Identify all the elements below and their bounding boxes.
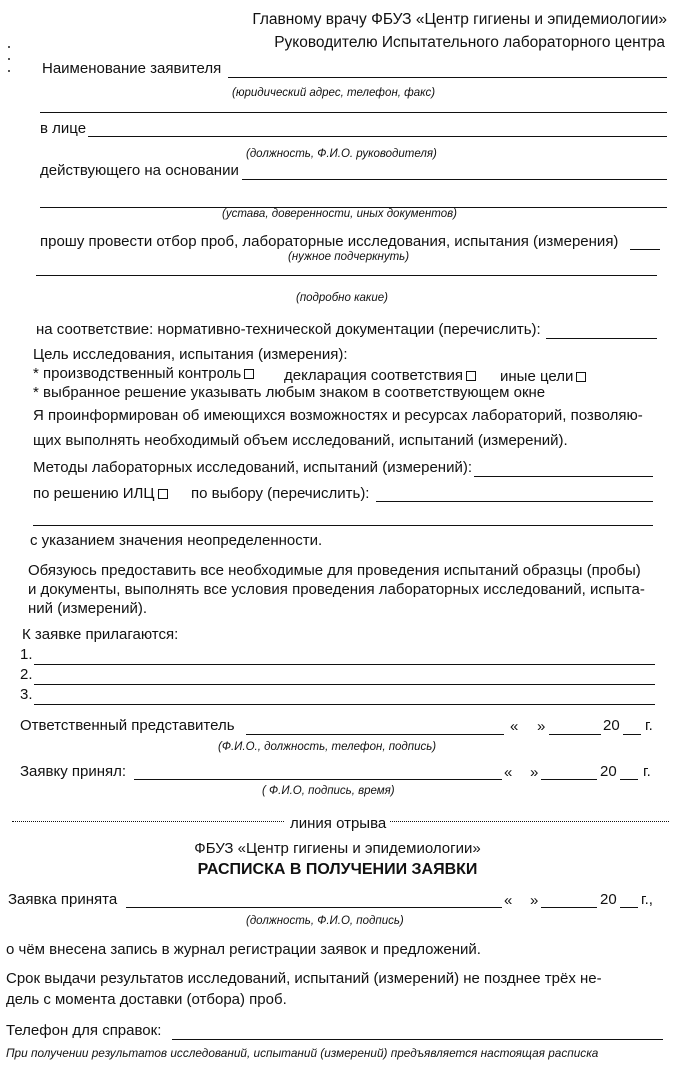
methods-option-choice-label: по выбору (перечислить): <box>191 485 370 502</box>
receipt-year: 20 <box>600 891 617 908</box>
receipt-quote-open: « <box>504 892 513 909</box>
basis-hint: (устава, доверенности, иных документов) <box>222 208 457 220</box>
receipt-month-field[interactable] <box>541 907 597 908</box>
attachment-field-2[interactable] <box>34 684 655 685</box>
accepted-quote-close: » <box>530 764 539 781</box>
receipt-journal-text: о чём внесена запись в журнал регистрации заявок и предложений. <box>6 941 481 958</box>
request-details-field[interactable] <box>36 275 657 276</box>
request-field[interactable] <box>630 249 660 250</box>
compliance-field[interactable] <box>546 338 657 339</box>
basis-field[interactable] <box>242 179 667 180</box>
purpose-option-other[interactable] <box>500 369 586 384</box>
receipt-accepted-field[interactable] <box>126 907 502 908</box>
informed-line-2: щих выполнять необходимый объем исследований, испытаний (измерений). <box>33 432 568 449</box>
responsible-quote-close: » <box>537 718 546 735</box>
purpose-note: * выбранное решение указывать любым знаком в соответствующем окне <box>33 384 546 401</box>
receipt-phone-label: Телефон для справок: <box>6 1022 162 1039</box>
responsible-month-field[interactable] <box>549 734 601 735</box>
request-hint-underline: (нужное подчеркнуть) <box>288 251 410 263</box>
purpose-option-production[interactable] <box>33 366 254 381</box>
checkbox-production[interactable] <box>244 369 254 379</box>
purpose-option-other-label: иные цели <box>500 368 574 385</box>
applicant-field-2[interactable] <box>40 112 667 113</box>
receipt-org: ФБУЗ «Центр гигиены и эпидемиологии» <box>194 840 481 857</box>
receipt-year-field[interactable] <box>620 907 638 908</box>
attachment-number-2: 2. <box>20 666 33 683</box>
methods-label: Методы лабораторных исследований, испытаний (измерений): <box>33 459 473 476</box>
methods-option-ilc-label: по решению ИЛЦ <box>33 485 155 502</box>
tear-line-label: линия отрыва <box>290 815 387 832</box>
responsible-quote-open: « <box>510 718 519 735</box>
accepted-month-field[interactable] <box>541 779 597 780</box>
responsible-field[interactable] <box>246 734 504 735</box>
purpose-option-declaration-label: декларация соответствия <box>284 367 463 384</box>
person-label: в лице <box>40 120 87 137</box>
person-field[interactable] <box>88 136 667 137</box>
accepted-label: Заявку принял: <box>20 763 127 780</box>
request-label: прошу провести отбор проб, лабораторные исследования, испытания (измерения) <box>40 233 619 250</box>
accepted-field[interactable] <box>134 779 502 780</box>
receipt-g: г., <box>641 891 653 908</box>
attachments-label: К заявке прилагаются: <box>22 626 179 643</box>
request-hint-details: (подробно какие) <box>296 292 388 304</box>
applicant-hint: (юридический адрес, телефон, факс) <box>232 87 436 99</box>
accepted-quote-open: « <box>504 764 513 781</box>
purpose-label: Цель исследования, испытания (измерения): <box>33 346 348 363</box>
receipt-accepted-label: Заявка принята <box>8 891 118 908</box>
obligation-line-2: и документы, выполнять все условия проведения лабораторных исследований, испыта- <box>28 581 645 598</box>
receipt-term-line-1: Срок выдачи результатов исследований, испытаний (измерений) не позднее трёх не- <box>6 970 602 987</box>
accepted-g: г. <box>643 763 651 780</box>
tear-line-left <box>12 821 284 822</box>
methods-choice-field-2[interactable] <box>33 525 653 526</box>
applicant-field[interactable] <box>228 77 667 78</box>
compliance-label: на соответствие: нормативно-технической документации (перечислить): <box>36 321 541 338</box>
header-line-1: Главному врачу ФБУЗ «Центр гигиены и эпидемиологии» <box>252 11 667 28</box>
checkbox-other[interactable] <box>576 372 586 382</box>
purpose-option-production-label: * производственный контроль <box>33 365 242 382</box>
scan-speck <box>8 70 10 72</box>
header-line-2: Руководителю Испытательного лабораторного центра <box>274 34 665 51</box>
methods-option-ilc[interactable] <box>33 486 168 501</box>
receipt-title: РАСПИСКА В ПОЛУЧЕНИИ ЗАЯВКИ <box>197 861 478 878</box>
accepted-hint: ( Ф.И.О, подпись, время) <box>262 785 395 797</box>
receipt-hint: (должность, Ф.И.О, подпись) <box>246 915 404 927</box>
applicant-label: Наименование заявителя <box>42 60 222 77</box>
person-hint: (должность, Ф.И.О. руководителя) <box>246 148 437 160</box>
methods-field[interactable] <box>474 476 653 477</box>
methods-choice-field[interactable] <box>376 501 653 502</box>
receipt-phone-field[interactable] <box>172 1039 663 1040</box>
attachment-field-1[interactable] <box>34 664 655 665</box>
attachment-number-3: 3. <box>20 686 33 703</box>
attachment-number-1: 1. <box>20 646 33 663</box>
attachment-field-3[interactable] <box>34 704 655 705</box>
obligation-line-1: Обязуюсь предоставить все необходимые для проведения испытаний образцы (пробы) <box>28 562 641 579</box>
checkbox-ilc[interactable] <box>158 489 168 499</box>
basis-label: действующего на основании <box>40 162 239 179</box>
obligation-line-3: ний (измерений). <box>28 600 148 617</box>
responsible-g: г. <box>645 717 653 734</box>
uncertainty-text: с указанием значения неопределенности. <box>30 532 323 549</box>
receipt-footer-note: При получении результатов исследований, испытаний (измерений) предъявляется настоящая расписка <box>6 1046 599 1060</box>
receipt-term-line-2: дель с момента доставки (отбора) проб. <box>6 991 287 1008</box>
checkbox-declaration[interactable] <box>466 371 476 381</box>
accepted-year: 20 <box>600 763 617 780</box>
receipt-quote-close: » <box>530 892 539 909</box>
tear-line-right <box>390 821 669 822</box>
responsible-year-field[interactable] <box>623 734 641 735</box>
purpose-option-declaration[interactable] <box>284 368 476 383</box>
scan-speck <box>8 46 10 48</box>
responsible-label: Ответственный представитель <box>20 717 235 734</box>
informed-line-1: Я проинформирован об имеющихся возможностях и ресурсах лабораторий, позволяю- <box>33 407 643 424</box>
scan-speck <box>8 58 10 60</box>
responsible-year: 20 <box>603 717 620 734</box>
responsible-hint: (Ф.И.О., должность, телефон, подпись) <box>218 741 437 753</box>
accepted-year-field[interactable] <box>620 779 638 780</box>
